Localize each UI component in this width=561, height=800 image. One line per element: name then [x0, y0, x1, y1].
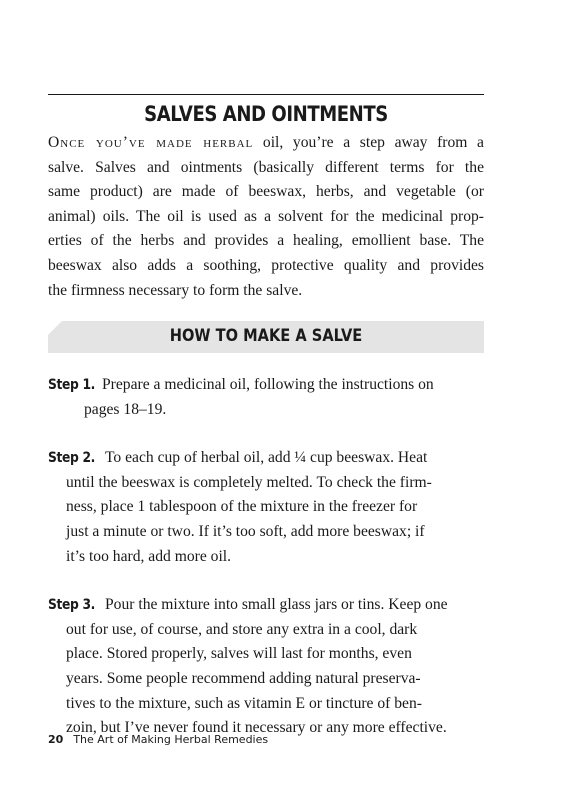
step-3 [48, 593, 488, 741]
step-label: Step 2. [48, 450, 96, 467]
intro-line: beeswax also adds a soothing, protective quality and provides [48, 256, 484, 274]
step-line: ness, place 1 tablespoon of the mixture in the freezer for [66, 498, 418, 516]
book-title: The Art of Making Herbal Remedies [73, 733, 269, 746]
steps-list [48, 373, 488, 765]
step-line: it’s too hard, add more oil. [66, 547, 232, 565]
step-line: out for use, of course, and store any extra in a cool, dark [66, 620, 418, 638]
step-line: tives to the mixture, such as vitamin E or tincture of ben- [66, 694, 422, 712]
intro-line: salve. Salves and ointments (basically different terms for the [48, 158, 484, 176]
intro-line: erties of the herbs and provides a healing, emollient base. The [48, 232, 484, 250]
step-line: Pour the mixture into small glass jars or tins. Keep one [105, 596, 448, 614]
page-number: 20 [48, 733, 64, 746]
intro-line: same product) are made of beeswax, herbs, and vegetable (or [48, 183, 484, 201]
intro-line-text: oil, you’re a step away from a [253, 134, 484, 151]
step-line: years. Some people recommend adding natural preserva- [66, 669, 421, 687]
top-rule [48, 94, 484, 95]
step-line: pages 18–19. [84, 400, 167, 418]
intro-lead-in: Once you’ve made herbal [48, 134, 254, 151]
page-footer [48, 733, 268, 746]
step-text [48, 446, 488, 569]
step-label: Step 3. [48, 597, 96, 614]
step-line: place. Stored properly, salves will last for months, even [66, 645, 412, 663]
step-line: Prepare a medicinal oil, following the instructions on [102, 376, 434, 393]
intro-line: animal) oils. The oil is used as a solvent for the medicinal prop- [48, 207, 484, 225]
intro-line: the firmness necessary to form the salve. [48, 281, 303, 299]
step-line: zoin, but I’ve never found it necessary or any more effective. [66, 719, 447, 737]
intro-paragraph [48, 131, 484, 303]
page-title: SALVES AND OINTMENTS [144, 102, 388, 126]
step-1 [48, 373, 488, 422]
step-line: just a minute or two. If it’s too soft, add more beeswax; if [66, 522, 425, 540]
step-label: Step 1. [48, 377, 96, 393]
section-heading: HOW TO MAKE A SALVE [169, 326, 363, 346]
intro-line-first [48, 131, 484, 156]
step-2 [48, 446, 488, 569]
step-text [48, 373, 488, 422]
step-line: To each cup of herbal oil, add ¼ cup beeswax. Heat [105, 449, 428, 467]
step-line: until the beeswax is completely melted. To check the firm- [66, 473, 432, 491]
step-text [48, 593, 488, 741]
